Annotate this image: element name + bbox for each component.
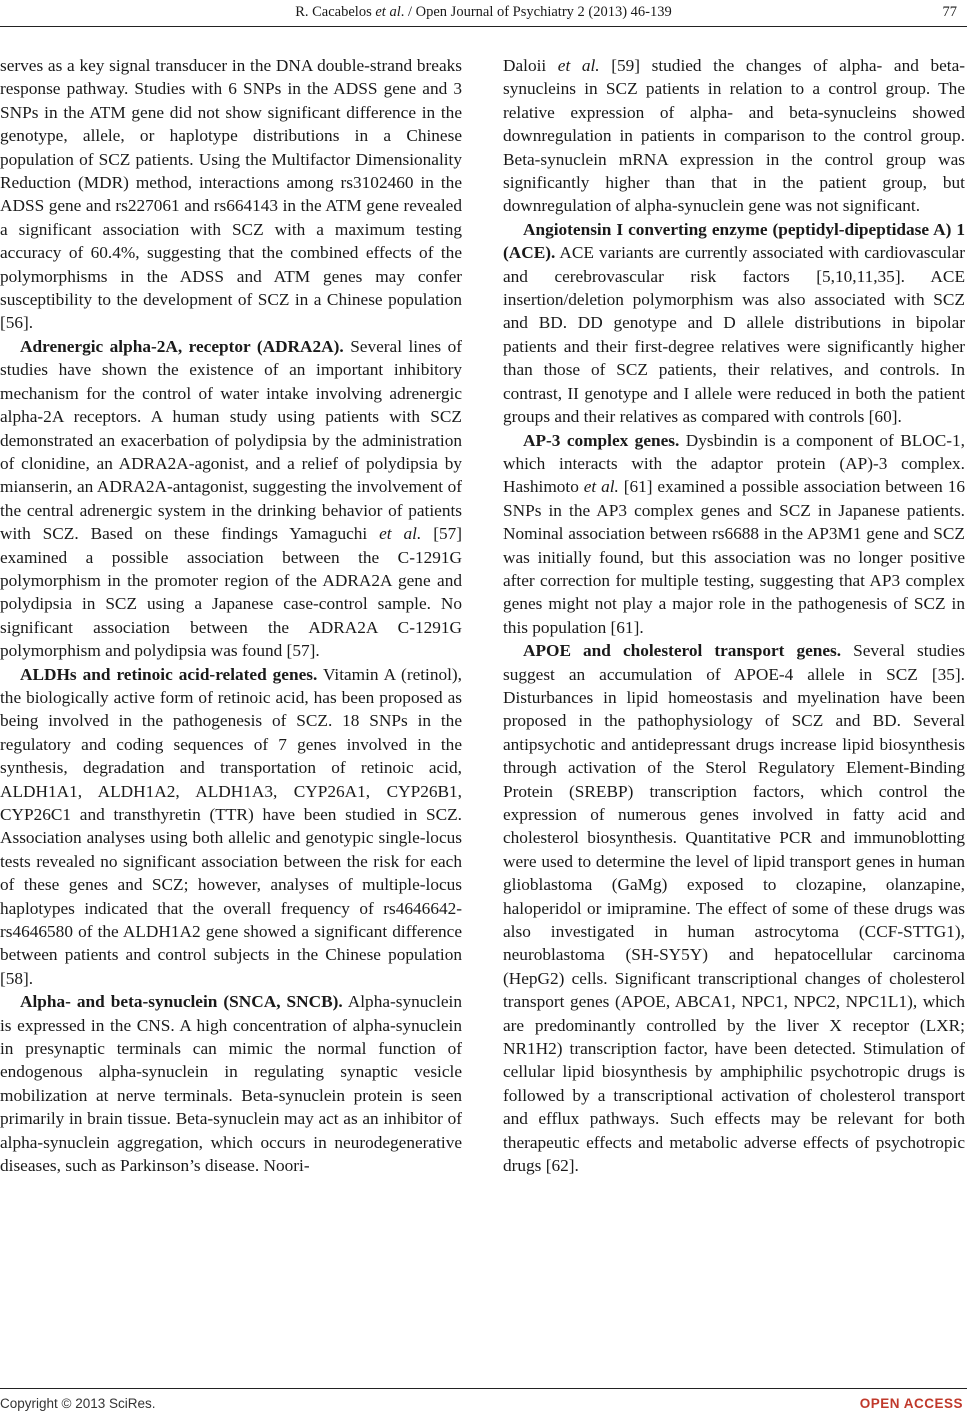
journal-citation (0, 4, 967, 21)
section-heading: Alpha- and beta-synuclein (SNCA, SNCB). (20, 992, 343, 1012)
page-footer (0, 1396, 967, 1414)
open-access-label: OPEN ACCESS (859, 1396, 963, 1411)
paragraph-adra2a (0, 335, 462, 663)
paragraph-text: Several lines of studies have shown the existence of an important inhibitory mechanism for the control of water intake involving adrenergic alpha-2A receptors. A human study using patients with SCZ demonstrated an exacerbation of polydipsia by the administration of clonidine, an ADRA2A-agonist, and a relief of polydipsia by mianserin, an ADRA2A-antagonist, suggesting the involvement of the central adrenergic system in the drinking behavior of patients with SCZ. Based on these findings Yamaguchi (0, 336, 462, 544)
copyright-notice: Copyright © 2013 SciRes. (0, 1396, 156, 1411)
etal-text: et al. (583, 477, 619, 497)
paragraph-text: Vitamin A (retinol), the biologically active form of retinoic acid, has been proposed as being involved in the pathogenesis of SCZ. 18 SNPs in the regulatory and coding sequences of 7 genes involved in the synthesis, degradation and transportation of retinoic acid, ALDH1A1, ALDH1A2, ALDH1A3, CYP26A1, CYP26B1, CYP26C1 and transthyretin (TTR) have been studied in SCZ. Association analyses using both allelic and genotypic single-locus tests revealed no significant association between the risk for each of these genes and SCZ; however, analyses of multiple-locus haplotypes indicated that the overall frequency of rs4646642-rs4646580 of the ALDH1A2 gene showed a significant difference between patients and control subjects in the Chinese population [58]. (0, 664, 462, 988)
section-heading: ALDHs and retinoic acid-related genes. (20, 664, 318, 684)
paragraph-text: Alpha-synuclein is expressed in the CNS. A high concentration of alpha-synuclein in presynaptic terminals can mimic the normal function of endogenous alpha-synuclein in regulating synaptic vesicle mobilization at nerve terminals. Beta-synuclein protein is seen primarily in brain tissue. Beta-synuclein may act as an inhibitor of alpha-synuclein aggregation, which occurs in neurodegenerative diseases, such as Parkinson’s disease. Noori- (0, 992, 462, 1176)
paragraph-apoe (503, 639, 965, 1177)
paragraph-text: Dysbindin is a component of BLOC-1, which interacts with the adaptor protein (AP)-3 complex. Hashimoto (503, 430, 965, 497)
paragraph-text: [59] studied the changes of alpha- and beta-synucleins in SCZ patients in relation to a control group. The relative expression of alpha- and beta-synucleins showed downregulation in patients in comparison to the control group. Beta-synuclein mRNA expression in the control group was significantly higher than that in the patient group, but downregulation of alpha-synuclein gene was not significant. (503, 56, 965, 216)
footer-rule (0, 1388, 967, 1389)
section-heading: AP-3 complex genes. (523, 430, 680, 450)
paragraph-synuclein (0, 990, 462, 1177)
citation-rest: . / Open Journal of Psychiatry 2 (2013) 46-139 (400, 4, 672, 20)
paragraph-text: [57] examined a possible association between the C-1291G polymorphism in the promoter region of the ADRA2A gene and polydipsia in SCZ using a Japanese case-control sample. No significant association between the ADRA2A C-1291G polymorphism and polydipsia was found [57]. (0, 524, 462, 661)
running-header (0, 0, 967, 26)
section-heading: APOE and cholesterol transport genes. (523, 641, 842, 661)
citation-authors: R. Cacabelos (295, 4, 372, 20)
paragraph-text: [61] examined a possible association between 16 SNPs in the AP3 complex genes and SCZ in Japanese patients. Nominal association between rs6688 in the AP3M1 gene and SCZ was initially found, but this association was no longer positive after correction for multiple testing, suggesting that AP3 complex genes might not play a major role in the pathogenesis of SCZ in this population [61]. (503, 477, 965, 637)
etal-text: et al. (557, 56, 600, 75)
header-rule (0, 26, 967, 27)
paragraph-text: Daloii (503, 56, 558, 75)
page-number: 77 (942, 4, 957, 20)
paragraph-text: serves as a key signal transducer in the DNA double-strand breaks response pathway. Studies with 6 SNPs in the ADSS gene and 3 SNPs in the ATM gene did not show significant difference in the genotype, allele, or haplotype distributions in a Chinese population of SCZ patients. Using the Multifactor Dimensionality Reduction (MDR) method, interactions among rs3102460 in the ADSS gene and rs227061 and rs664143 in the ATM gene revealed a significant association with SCZ with a maximum testing accuracy of 60.4%, suggesting that the combined effects of the polymorphisms in the ADSS and ATM genes may confer susceptibility to the development of SCZ in a Chinese population [56]. (0, 56, 462, 333)
paragraph-text: ACE variants are currently associated with cardiovascular and cerebrovascular risk factors [5,10,11,35]. ACE insertion/deletion polymorphism was also associated with SCZ and BD. DD genotype and D allele distributions in bipolar patients and their first-degree relatives were significantly higher than those of SCZ patients, their relatives, and controls. In contrast, II genotype and I allele were reduced in both the patient groups and their relatives as compared with controls [60]. (503, 243, 965, 427)
paragraph-ace (503, 218, 965, 429)
citation-etal: et al (375, 4, 401, 20)
paragraph-ap3 (503, 429, 965, 640)
section-heading: Adrenergic alpha-2A, receptor (ADRA2A). (20, 336, 344, 356)
section-heading: Angiotensin I converting enzyme (peptidyl-dipeptidase A) 1 (ACE). (503, 219, 965, 263)
paragraph-aldh (0, 663, 462, 991)
paragraph-text: Several studies suggest an accumulation of APOE-4 allele in SCZ [35]. Disturbances in lipid homeostasis and myelination have been proposed in the pathophysiology of SCZ and BD. Several antipsychotic and antidepressant drugs increase lipid biosynthesis through activation of the Sterol Regulatory Element-Binding Protein (SREBP) transcription factors, which control the expression of numerous genes involved in fatty acid and cholesterol biosynthesis. Quantitative PCR and immunoblotting were used to determine the level of lipid transport genes in human glioblastoma (GaMg) exposed to clozapine, olanzapine, haloperidol or imipramine. The effect of some of these drugs was also investigated in human astrocytoma (CCF-STTG1), neuroblastoma (SH-SY5Y) and hepatocellular carcinoma (HepG2) cells. Significant transcriptional changes of cholesterol transport genes (APOE, ABCA1, NPC1, NPC2, NPC1L1), which are predominantly controlled by the liver X receptor (LXR; NR1H2) transcription factor, have been detected. Stimulation of cellular lipid biosynthesis by amphiphilic psychotropic drugs is followed by a transcriptional activation of cholesterol transport and efflux pathways. Such effects may be relevant for both therapeutic effects and metabolic adverse effects of psychotropic drugs [62]. (503, 641, 965, 1176)
left-column (0, 54, 462, 1178)
right-column (503, 54, 965, 1178)
etal-text: et al. (379, 524, 422, 544)
paragraph-adss-atm (0, 54, 462, 335)
paragraph-synuclein-cont (503, 54, 965, 218)
